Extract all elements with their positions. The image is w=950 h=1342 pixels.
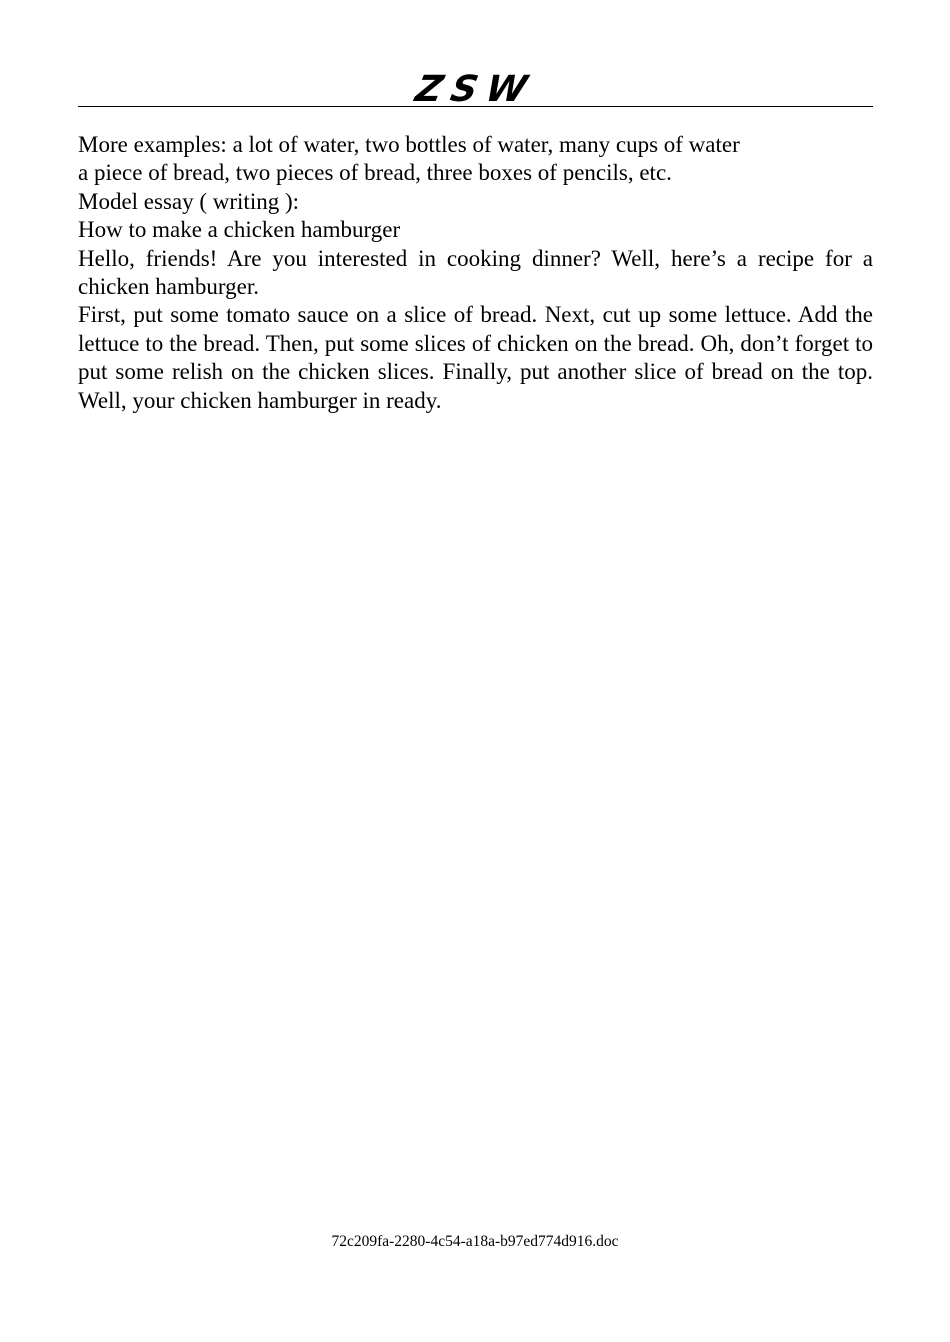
examples-line-2: a piece of bread, two pieces of bread, three boxes of pencils, etc. xyxy=(78,160,672,186)
footer-filename: 72c209fa-2280-4c54-a18a-b97ed774d916.doc xyxy=(331,1233,619,1250)
essay-steps-paragraph: First, put some tomato sauce on a slice of bread. Next, cut up some lettuce. Add the lettuce to the bread. Then, put some slices of chicken on the bread. Oh, don’t forget to put some relish on the chicken slices. Finally, put another slice of bread on the top. Well, your chicken hamburger in ready. xyxy=(78,302,873,413)
model-essay-label: Model essay ( writing ): xyxy=(78,188,300,214)
header-logo: ZSW xyxy=(411,69,540,110)
essay-title: How to make a chicken hamburger xyxy=(78,217,401,243)
document-body xyxy=(78,131,873,415)
examples-line-1: More examples: a lot of water, two bottles of water, many cups of water xyxy=(78,132,740,157)
page-header xyxy=(78,69,873,110)
essay-intro-paragraph: Hello, friends! Are you interested in cooking dinner? Well, here’s a recipe for a chicken hamburger. xyxy=(78,245,873,300)
